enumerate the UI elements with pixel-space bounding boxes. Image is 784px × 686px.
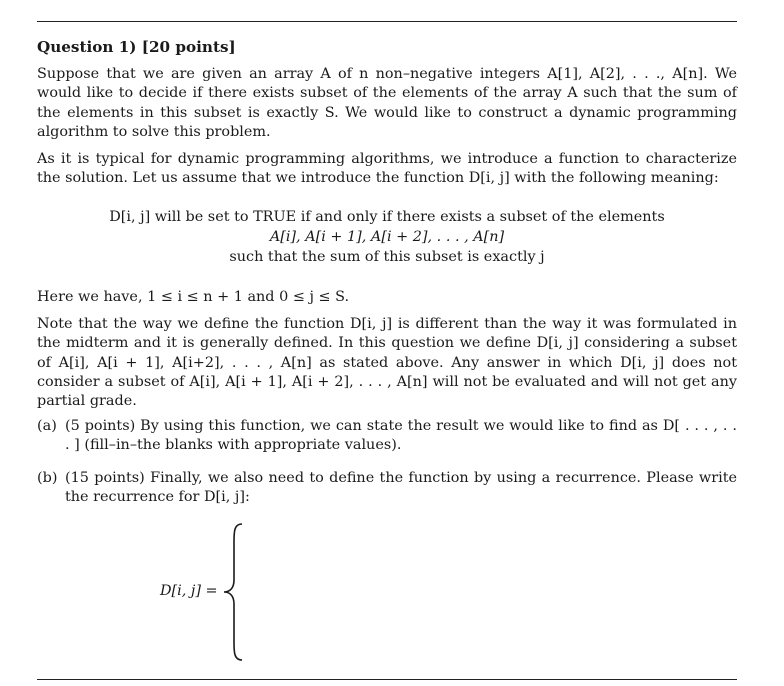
problem-paragraph: Suppose that we are given an array A of n non–negative integers A[1], A[2], . . ., A[n]. We would like to decide if there exists subset of the elements of the array A such that the sum of the elements in this subset is exactly S. We would like to construct a dynamic programming algorithm to solve this problem. — [37, 66, 737, 140]
part-a — [37, 417, 737, 456]
question-heading: Question 1) [20 points] — [37, 38, 236, 56]
definition-line-3: such that the sum of this subset is exactly j — [229, 249, 545, 265]
recurrence-lhs: D[i, j] = — [160, 583, 218, 599]
top-rule — [37, 21, 737, 22]
range-constraint: Here we have, 1 ≤ i ≤ n + 1 and 0 ≤ j ≤ S. — [37, 289, 350, 305]
part-b — [37, 469, 737, 508]
left-brace-icon — [222, 522, 246, 662]
part-a-text: (5 points) By using this function, we can state the result we would like to find as D[ . . . , . . . ] (fill–in–the blanks with appropriate values). — [65, 418, 737, 454]
part-b-label: (b) — [37, 470, 58, 486]
part-b-text: (15 points) Finally, we also need to define the function by using a recurrence. Please write the recurrence for D[i, j]: — [65, 470, 737, 506]
note-paragraph: Note that the way we define the function D[i, j] is different than the way it was formulated in the midterm and it is generally defined. In this question we define D[i, j] considering a subset of A[i], A[i + 1], A[i+2], . . . , A[n] as stated above. Any answer in which D[i, j] does not consider a subset of A[i], A[i + 1], A[i + 2], . . . , A[n] will not be evaluated and will not get any partial grade. — [37, 316, 737, 410]
definition-line-1: D[i, j] will be set to TRUE if and only if there exists a subset of the elements — [109, 209, 665, 225]
function-intro-paragraph: As it is typical for dynamic programming algorithms, we introduce a function to characterize the solution. Let us assume that we introduce the function D[i, j] with the following meaning: — [37, 151, 737, 187]
part-a-label: (a) — [37, 418, 57, 434]
definition-line-2: A[i], A[i + 1], A[i + 2], . . . , A[n] — [269, 229, 505, 245]
bottom-rule — [37, 679, 737, 680]
